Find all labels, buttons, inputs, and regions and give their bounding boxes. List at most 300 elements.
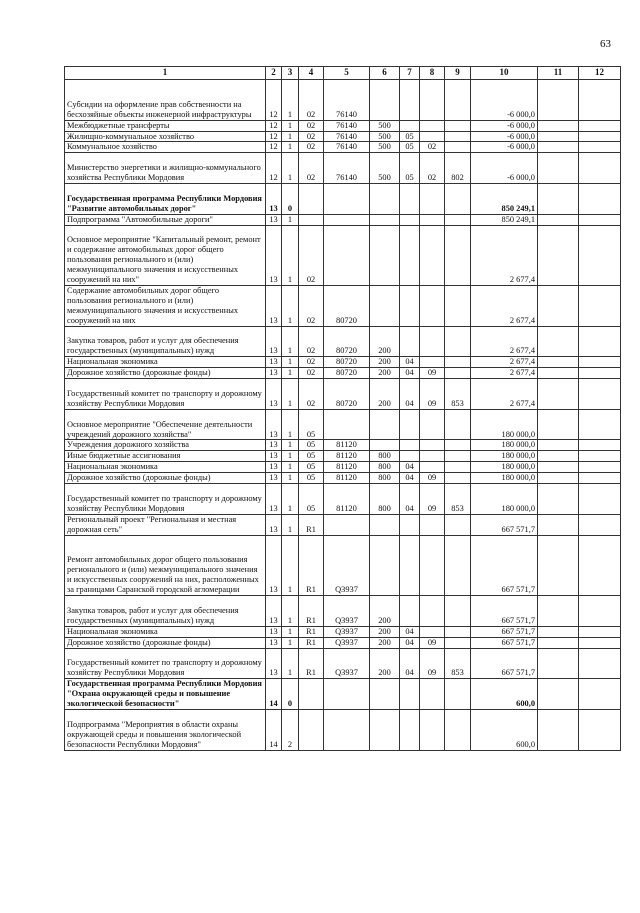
amount-col-11 <box>538 409 579 440</box>
code-ministry <box>445 131 471 142</box>
code-expense-type <box>370 514 400 535</box>
amount-col-12 <box>579 379 621 410</box>
code-section: 05 <box>400 153 420 184</box>
table-row <box>65 80 621 121</box>
code-direction: 81120 <box>324 440 370 451</box>
code-ministry <box>445 514 471 535</box>
row-name: Дорожное хозяйство (дорожные фонды) <box>65 368 266 379</box>
code-subprogram: 1 <box>282 379 299 410</box>
code-subprogram: 1 <box>282 596 299 627</box>
row-name: Основное мероприятие "Капитальный ремонт, ремонт и содержание автомобильных дорог общего пользования регионального и (или) межмуниципального значения и искусственных сооружений на них" <box>65 225 266 285</box>
amount-col-12 <box>579 225 621 285</box>
code-section <box>400 409 420 440</box>
amount-col-12 <box>579 409 621 440</box>
code-expense-type: 800 <box>370 451 400 462</box>
code-subprogram: 1 <box>282 357 299 368</box>
column-header: 3 <box>282 67 299 80</box>
code-section: 05 <box>400 142 420 153</box>
code-section: 04 <box>400 626 420 637</box>
code-subsection <box>420 80 445 121</box>
amount-col-12 <box>579 326 621 357</box>
code-ministry <box>445 285 471 326</box>
code-ministry <box>445 80 471 121</box>
code-activity <box>299 184 324 215</box>
amount-col-12 <box>579 709 621 750</box>
amount-col-11 <box>538 131 579 142</box>
code-activity: R1 <box>299 626 324 637</box>
code-subsection <box>420 451 445 462</box>
amount-col-11 <box>538 535 579 595</box>
amount-col-12 <box>579 184 621 215</box>
amount-col-12 <box>579 637 621 648</box>
code-program: 12 <box>266 120 282 131</box>
code-subprogram: 1 <box>282 473 299 484</box>
amount-col-11 <box>538 326 579 357</box>
row-name: Государственный комитет по транспорту и дорожному хозяйству Республики Мордовия <box>65 379 266 410</box>
code-subprogram: 1 <box>282 409 299 440</box>
code-direction <box>324 709 370 750</box>
code-activity: 02 <box>299 120 324 131</box>
code-ministry <box>445 120 471 131</box>
code-subprogram: 1 <box>282 484 299 515</box>
amount: 667 571,7 <box>471 535 538 595</box>
amount-col-12 <box>579 80 621 121</box>
code-activity: 02 <box>299 225 324 285</box>
code-activity <box>299 709 324 750</box>
amount: -6 000,0 <box>471 80 538 121</box>
amount-col-12 <box>579 357 621 368</box>
code-program: 13 <box>266 596 282 627</box>
code-subsection <box>420 357 445 368</box>
amount-col-11 <box>538 142 579 153</box>
row-name: Национальная экономика <box>65 462 266 473</box>
amount-col-11 <box>538 379 579 410</box>
code-expense-type <box>370 535 400 595</box>
row-name: Иные бюджетные ассигнования <box>65 451 266 462</box>
code-expense-type <box>370 225 400 285</box>
code-direction <box>324 184 370 215</box>
code-subsection <box>420 184 445 215</box>
amount-col-12 <box>579 142 621 153</box>
code-program: 13 <box>266 225 282 285</box>
code-ministry <box>445 409 471 440</box>
code-program: 12 <box>266 142 282 153</box>
code-expense-type: 200 <box>370 368 400 379</box>
code-section <box>400 596 420 627</box>
amount: 600,0 <box>471 679 538 710</box>
column-header: 10 <box>471 67 538 80</box>
code-expense-type <box>370 709 400 750</box>
row-name: Коммунальное хозяйство <box>65 142 266 153</box>
code-subprogram: 1 <box>282 637 299 648</box>
row-name: Дорожное хозяйство (дорожные фонды) <box>65 637 266 648</box>
page-number: 63 <box>600 38 611 50</box>
table-row <box>65 379 621 410</box>
code-activity: 02 <box>299 285 324 326</box>
code-ministry <box>445 679 471 710</box>
code-subsection: 02 <box>420 153 445 184</box>
code-program: 13 <box>266 484 282 515</box>
amount-col-12 <box>579 440 621 451</box>
amount-col-12 <box>579 473 621 484</box>
code-activity <box>299 214 324 225</box>
amount-col-11 <box>538 679 579 710</box>
code-section <box>400 225 420 285</box>
table-row <box>65 648 621 679</box>
code-subprogram: 1 <box>282 626 299 637</box>
amount: 850 249,1 <box>471 184 538 215</box>
table-row <box>65 484 621 515</box>
code-expense-type <box>370 184 400 215</box>
code-program: 13 <box>266 440 282 451</box>
amount-col-11 <box>538 484 579 515</box>
code-direction: 80720 <box>324 368 370 379</box>
table-row <box>65 184 621 215</box>
budget-table <box>64 66 621 751</box>
code-section: 04 <box>400 473 420 484</box>
code-subsection: 02 <box>420 142 445 153</box>
code-subprogram: 1 <box>282 514 299 535</box>
amount-col-11 <box>538 285 579 326</box>
row-name: Подпрограмма "Автомобильные дороги" <box>65 214 266 225</box>
code-program: 13 <box>266 357 282 368</box>
code-direction: 76140 <box>324 131 370 142</box>
table-row <box>65 679 621 710</box>
code-section <box>400 709 420 750</box>
table-row <box>65 357 621 368</box>
code-direction: Q3937 <box>324 596 370 627</box>
code-direction: Q3937 <box>324 648 370 679</box>
table-row <box>65 214 621 225</box>
table-row <box>65 626 621 637</box>
code-program: 13 <box>266 285 282 326</box>
code-activity: 05 <box>299 440 324 451</box>
code-subprogram: 1 <box>282 451 299 462</box>
table-row <box>65 514 621 535</box>
code-activity: 02 <box>299 131 324 142</box>
code-direction: Q3937 <box>324 637 370 648</box>
code-section <box>400 120 420 131</box>
table-header-row <box>65 67 621 80</box>
code-ministry <box>445 709 471 750</box>
code-subsection <box>420 285 445 326</box>
code-activity: R1 <box>299 596 324 627</box>
amount-col-12 <box>579 596 621 627</box>
column-header: 12 <box>579 67 621 80</box>
code-program: 13 <box>266 648 282 679</box>
code-section <box>400 440 420 451</box>
row-name: Содержание автомобильных дорог общего пользования регионального и (или) межмуниципального значения и искусственных сооружений на них <box>65 285 266 326</box>
code-subprogram: 1 <box>282 285 299 326</box>
code-subprogram: 1 <box>282 368 299 379</box>
code-activity: 02 <box>299 357 324 368</box>
code-ministry <box>445 626 471 637</box>
code-direction: Q3937 <box>324 535 370 595</box>
amount-col-12 <box>579 648 621 679</box>
code-section <box>400 80 420 121</box>
amount-col-12 <box>579 484 621 515</box>
code-subsection <box>420 679 445 710</box>
code-subprogram: 1 <box>282 648 299 679</box>
amount: 667 571,7 <box>471 596 538 627</box>
column-header: 9 <box>445 67 471 80</box>
amount: 667 571,7 <box>471 637 538 648</box>
code-ministry <box>445 440 471 451</box>
code-section <box>400 184 420 215</box>
code-subprogram: 0 <box>282 184 299 215</box>
code-section <box>400 514 420 535</box>
code-subprogram: 1 <box>282 80 299 121</box>
amount-col-12 <box>579 514 621 535</box>
code-subprogram: 1 <box>282 535 299 595</box>
code-section <box>400 451 420 462</box>
code-subprogram: 1 <box>282 440 299 451</box>
column-header: 11 <box>538 67 579 80</box>
code-program: 13 <box>266 535 282 595</box>
code-subprogram: 1 <box>282 225 299 285</box>
amount: 2 677,4 <box>471 357 538 368</box>
code-section <box>400 535 420 595</box>
code-ministry <box>445 357 471 368</box>
table-row <box>65 285 621 326</box>
amount-col-12 <box>579 131 621 142</box>
amount-col-11 <box>538 626 579 637</box>
amount: 2 677,4 <box>471 326 538 357</box>
code-section: 04 <box>400 637 420 648</box>
row-name: Национальная экономика <box>65 626 266 637</box>
row-name: Государственный комитет по транспорту и дорожному хозяйству Республики Мордовия <box>65 484 266 515</box>
code-expense-type <box>370 409 400 440</box>
code-subsection: 09 <box>420 648 445 679</box>
column-header: 2 <box>266 67 282 80</box>
code-section: 04 <box>400 648 420 679</box>
amount-col-11 <box>538 225 579 285</box>
code-activity: 05 <box>299 451 324 462</box>
amount: 180 000,0 <box>471 484 538 515</box>
code-subsection <box>420 326 445 357</box>
table-row <box>65 451 621 462</box>
amount-col-12 <box>579 679 621 710</box>
amount: 2 677,4 <box>471 368 538 379</box>
code-expense-type: 800 <box>370 473 400 484</box>
code-activity: 02 <box>299 379 324 410</box>
code-subsection <box>420 131 445 142</box>
amount: 180 000,0 <box>471 440 538 451</box>
code-ministry <box>445 473 471 484</box>
row-name: Государственный комитет по транспорту и дорожному хозяйству Республики Мордовия <box>65 648 266 679</box>
amount: 180 000,0 <box>471 462 538 473</box>
code-program: 13 <box>266 462 282 473</box>
code-direction <box>324 679 370 710</box>
code-direction: 80720 <box>324 357 370 368</box>
code-ministry <box>445 535 471 595</box>
row-name: Жилищно-коммунальное хозяйство <box>65 131 266 142</box>
code-expense-type: 800 <box>370 484 400 515</box>
code-expense-type: 200 <box>370 596 400 627</box>
code-subprogram: 1 <box>282 142 299 153</box>
code-program: 12 <box>266 131 282 142</box>
code-section: 04 <box>400 357 420 368</box>
row-name: Закупка товаров, работ и услуг для обеспечения государственных (муниципальных) нужд <box>65 326 266 357</box>
table-row <box>65 120 621 131</box>
code-activity: 02 <box>299 153 324 184</box>
code-program: 14 <box>266 679 282 710</box>
code-section <box>400 285 420 326</box>
code-activity: 05 <box>299 462 324 473</box>
code-activity: R1 <box>299 648 324 679</box>
code-subprogram: 2 <box>282 709 299 750</box>
amount: 2 677,4 <box>471 379 538 410</box>
code-ministry <box>445 596 471 627</box>
code-ministry <box>445 637 471 648</box>
code-expense-type: 200 <box>370 326 400 357</box>
code-ministry: 802 <box>445 153 471 184</box>
code-expense-type: 200 <box>370 648 400 679</box>
code-ministry <box>445 326 471 357</box>
code-direction: 76140 <box>324 120 370 131</box>
code-direction <box>324 514 370 535</box>
code-subprogram: 1 <box>282 120 299 131</box>
row-name: Подпрограмма "Мероприятия в области охраны окружающей среды и повышения экологической безопасности Республики Мордовия" <box>65 709 266 750</box>
code-program: 13 <box>266 451 282 462</box>
row-name: Субсидии на оформление прав собственности на бесхозяйные объекты инженерной инфраструктуры <box>65 80 266 121</box>
code-activity: 02 <box>299 326 324 357</box>
code-program: 13 <box>266 326 282 357</box>
code-expense-type: 500 <box>370 153 400 184</box>
amount-col-11 <box>538 648 579 679</box>
amount-col-12 <box>579 368 621 379</box>
table-row <box>65 462 621 473</box>
code-subsection <box>420 462 445 473</box>
code-expense-type <box>370 440 400 451</box>
code-subsection <box>420 409 445 440</box>
code-direction: 80720 <box>324 285 370 326</box>
amount-col-11 <box>538 596 579 627</box>
table-row <box>65 535 621 595</box>
table-row <box>65 709 621 750</box>
code-activity: 05 <box>299 484 324 515</box>
code-expense-type: 200 <box>370 379 400 410</box>
code-expense-type: 800 <box>370 462 400 473</box>
code-program: 13 <box>266 473 282 484</box>
code-subsection <box>420 709 445 750</box>
code-program: 13 <box>266 368 282 379</box>
code-ministry <box>445 184 471 215</box>
code-activity: 02 <box>299 80 324 121</box>
table-body <box>65 80 621 751</box>
code-ministry: 853 <box>445 484 471 515</box>
amount-col-12 <box>579 462 621 473</box>
row-name: Межбюджетные трансферты <box>65 120 266 131</box>
amount: 667 571,7 <box>471 648 538 679</box>
amount-col-12 <box>579 626 621 637</box>
code-section <box>400 679 420 710</box>
code-ministry <box>445 368 471 379</box>
code-subsection: 09 <box>420 473 445 484</box>
code-subsection <box>420 225 445 285</box>
row-name: Национальная экономика <box>65 357 266 368</box>
code-subsection <box>420 535 445 595</box>
code-expense-type <box>370 679 400 710</box>
code-subsection: 09 <box>420 484 445 515</box>
code-program: 12 <box>266 153 282 184</box>
code-activity: R1 <box>299 535 324 595</box>
code-subprogram: 1 <box>282 326 299 357</box>
amount: 2 677,4 <box>471 225 538 285</box>
code-ministry: 853 <box>445 648 471 679</box>
row-name: Закупка товаров, работ и услуг для обеспечения государственных (муниципальных) нужд <box>65 596 266 627</box>
table-row <box>65 131 621 142</box>
amount: 600,0 <box>471 709 538 750</box>
table-row <box>65 142 621 153</box>
table-row <box>65 473 621 484</box>
amount-col-12 <box>579 153 621 184</box>
code-expense-type: 200 <box>370 637 400 648</box>
code-expense-type: 200 <box>370 357 400 368</box>
code-activity: R1 <box>299 637 324 648</box>
table-row <box>65 637 621 648</box>
code-direction: 81120 <box>324 462 370 473</box>
code-subsection <box>420 514 445 535</box>
code-direction: 81120 <box>324 473 370 484</box>
code-ministry <box>445 225 471 285</box>
code-subsection <box>420 596 445 627</box>
amount-col-12 <box>579 285 621 326</box>
code-subprogram: 0 <box>282 679 299 710</box>
table-row <box>65 326 621 357</box>
amount-col-11 <box>538 451 579 462</box>
amount: -6 000,0 <box>471 142 538 153</box>
code-ministry: 853 <box>445 379 471 410</box>
amount-col-11 <box>538 120 579 131</box>
amount: 180 000,0 <box>471 409 538 440</box>
code-section: 04 <box>400 379 420 410</box>
amount-col-11 <box>538 214 579 225</box>
amount: -6 000,0 <box>471 120 538 131</box>
code-program: 13 <box>266 514 282 535</box>
amount: 850 249,1 <box>471 214 538 225</box>
amount-col-11 <box>538 514 579 535</box>
code-direction <box>324 225 370 285</box>
code-section: 05 <box>400 131 420 142</box>
code-ministry <box>445 214 471 225</box>
code-subsection: 09 <box>420 379 445 410</box>
amount: 667 571,7 <box>471 626 538 637</box>
amount-col-11 <box>538 184 579 215</box>
table-row <box>65 596 621 627</box>
amount: 180 000,0 <box>471 451 538 462</box>
code-direction <box>324 214 370 225</box>
code-direction: Q3937 <box>324 626 370 637</box>
code-direction: 80720 <box>324 379 370 410</box>
amount-col-11 <box>538 637 579 648</box>
code-expense-type <box>370 80 400 121</box>
column-header: 8 <box>420 67 445 80</box>
code-subprogram: 1 <box>282 214 299 225</box>
code-expense-type: 200 <box>370 626 400 637</box>
code-direction: 76140 <box>324 80 370 121</box>
amount: 180 000,0 <box>471 473 538 484</box>
amount: -6 000,0 <box>471 153 538 184</box>
code-section: 04 <box>400 462 420 473</box>
row-name: Региональный проект "Региональная и местная дорожная сеть" <box>65 514 266 535</box>
table-row <box>65 368 621 379</box>
amount-col-11 <box>538 153 579 184</box>
code-program: 12 <box>266 80 282 121</box>
row-name: Министерство энергетики и жилищно-коммунального хозяйства Республики Мордовия <box>65 153 266 184</box>
code-program: 13 <box>266 637 282 648</box>
row-name: Основное мероприятие "Обеспечение деятельности учреждений дорожного хозяйства" <box>65 409 266 440</box>
